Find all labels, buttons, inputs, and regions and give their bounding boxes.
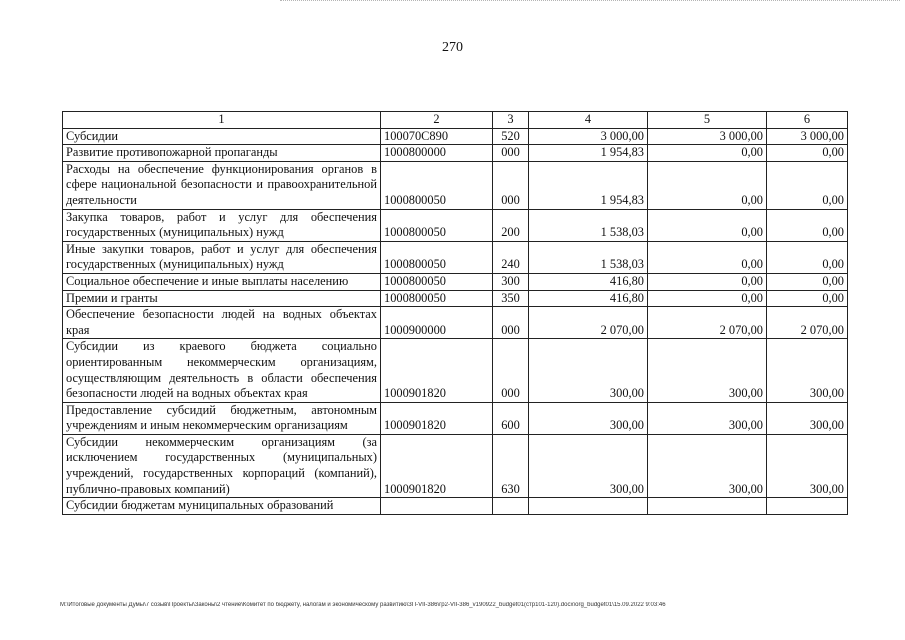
amount-year2-cell [648, 498, 767, 515]
amount-year3-cell: 300,00 [767, 339, 848, 402]
amount-year1-cell: 1 954,83 [529, 161, 648, 209]
expense-name-cell: Субсидии бюджетам муниципальных образований [63, 498, 381, 515]
amount-year1-cell: 416,80 [529, 273, 648, 290]
target-code-cell: 100070С890 [381, 128, 493, 145]
expense-name-cell: Премии и гранты [63, 290, 381, 307]
amount-year3-cell: 300,00 [767, 402, 848, 434]
amount-year1-cell: 416,80 [529, 290, 648, 307]
expense-type-cell: 520 [493, 128, 529, 145]
amount-year2-cell: 0,00 [648, 241, 767, 273]
expense-type-cell: 600 [493, 402, 529, 434]
scan-artifact-line [280, 0, 900, 4]
amount-year3-cell: 0,00 [767, 161, 848, 209]
amount-year2-cell: 0,00 [648, 209, 767, 241]
expense-name-cell: Развитие противопожарной пропаганды [63, 145, 381, 162]
expense-type-cell [493, 498, 529, 515]
amount-year3-cell: 0,00 [767, 145, 848, 162]
amount-year1-cell: 300,00 [529, 434, 648, 497]
target-code-cell: 1000800050 [381, 209, 493, 241]
expense-name-cell: Расходы на обеспечение функционирования органов в сфере национальной безопасности и правоохранительной деятельности [63, 161, 381, 209]
amount-year2-cell: 300,00 [648, 402, 767, 434]
table-row [63, 209, 848, 241]
amount-year2-cell: 3 000,00 [648, 128, 767, 145]
table-row [63, 290, 848, 307]
amount-year2-cell: 2 070,00 [648, 307, 767, 339]
expense-type-cell: 000 [493, 145, 529, 162]
budget-table [62, 111, 848, 515]
table-row [63, 339, 848, 402]
document-file-path: М:\Итоговые документы Думы\7 созыв\Проекты\Законы\2 чтение\Комитет по бюджету, налогам и экономическому развитию\ЗП-VII-386\гр2-VII-386_v190922_budget01(стр101-120).docx\org_budget01\15.09.2022 9:03:46 [60, 602, 666, 608]
expense-name-cell: Субсидии [63, 128, 381, 145]
expense-type-cell: 200 [493, 209, 529, 241]
amount-year1-cell: 3 000,00 [529, 128, 648, 145]
amount-year3-cell: 300,00 [767, 434, 848, 497]
amount-year2-cell: 0,00 [648, 161, 767, 209]
expense-name-cell: Субсидии некоммерческим организациям (за исключением государственных (муниципальных) учреждений, государственных корпораций (компаний), публично-правовых компаний) [63, 434, 381, 497]
expense-name-cell: Субсидии из краевого бюджета социально ориентированным некоммерческим организациям, осуществляющим деятельность в области обеспечения безопасности людей на водных объектах края [63, 339, 381, 402]
amount-year1-cell: 1 954,83 [529, 145, 648, 162]
amount-year2-cell: 300,00 [648, 339, 767, 402]
amount-year1-cell [529, 498, 648, 515]
column-header: 5 [648, 112, 767, 129]
table-row [63, 128, 848, 145]
expense-type-cell: 240 [493, 241, 529, 273]
amount-year1-cell: 1 538,03 [529, 209, 648, 241]
expense-name-cell: Закупка товаров, работ и услуг для обеспечения государственных (муниципальных) нужд [63, 209, 381, 241]
expense-name-cell: Предоставление субсидий бюджетным, автономным учреждениям и иным некоммерческим организациям [63, 402, 381, 434]
target-code-cell: 1000901820 [381, 402, 493, 434]
amount-year1-cell: 300,00 [529, 339, 648, 402]
expense-type-cell: 350 [493, 290, 529, 307]
table-row [63, 434, 848, 497]
expense-type-cell: 000 [493, 307, 529, 339]
target-code-cell: 1000900000 [381, 307, 493, 339]
target-code-cell: 1000800050 [381, 161, 493, 209]
target-code-cell: 1000800000 [381, 145, 493, 162]
table-row [63, 273, 848, 290]
expense-type-cell: 300 [493, 273, 529, 290]
table-row [63, 145, 848, 162]
amount-year1-cell: 2 070,00 [529, 307, 648, 339]
amount-year3-cell: 0,00 [767, 290, 848, 307]
target-code-cell: 1000800050 [381, 241, 493, 273]
table-row [63, 307, 848, 339]
amount-year3-cell: 0,00 [767, 241, 848, 273]
amount-year3-cell: 0,00 [767, 273, 848, 290]
table-header-row [63, 112, 848, 129]
amount-year3-cell [767, 498, 848, 515]
column-header: 6 [767, 112, 848, 129]
target-code-cell: 1000800050 [381, 290, 493, 307]
target-code-cell [381, 498, 493, 515]
expense-type-cell: 000 [493, 161, 529, 209]
target-code-cell: 1000800050 [381, 273, 493, 290]
column-header: 3 [493, 112, 529, 129]
amount-year2-cell: 0,00 [648, 290, 767, 307]
expense-name-cell: Социальное обеспечение и иные выплаты населению [63, 273, 381, 290]
amount-year1-cell: 300,00 [529, 402, 648, 434]
amount-year2-cell: 300,00 [648, 434, 767, 497]
amount-year3-cell: 3 000,00 [767, 128, 848, 145]
column-header: 2 [381, 112, 493, 129]
table-row [63, 498, 848, 515]
expense-name-cell: Иные закупки товаров, работ и услуг для обеспечения государственных (муниципальных) нужд [63, 241, 381, 273]
amount-year3-cell: 2 070,00 [767, 307, 848, 339]
table-row [63, 161, 848, 209]
column-header: 4 [529, 112, 648, 129]
target-code-cell: 1000901820 [381, 339, 493, 402]
column-header: 1 [63, 112, 381, 129]
expense-type-cell: 630 [493, 434, 529, 497]
amount-year2-cell: 0,00 [648, 273, 767, 290]
page-number: 270 [442, 40, 463, 55]
target-code-cell: 1000901820 [381, 434, 493, 497]
amount-year2-cell: 0,00 [648, 145, 767, 162]
table-row [63, 241, 848, 273]
expense-type-cell: 000 [493, 339, 529, 402]
amount-year3-cell: 0,00 [767, 209, 848, 241]
table-row [63, 402, 848, 434]
amount-year1-cell: 1 538,03 [529, 241, 648, 273]
expense-name-cell: Обеспечение безопасности людей на водных объектах края [63, 307, 381, 339]
